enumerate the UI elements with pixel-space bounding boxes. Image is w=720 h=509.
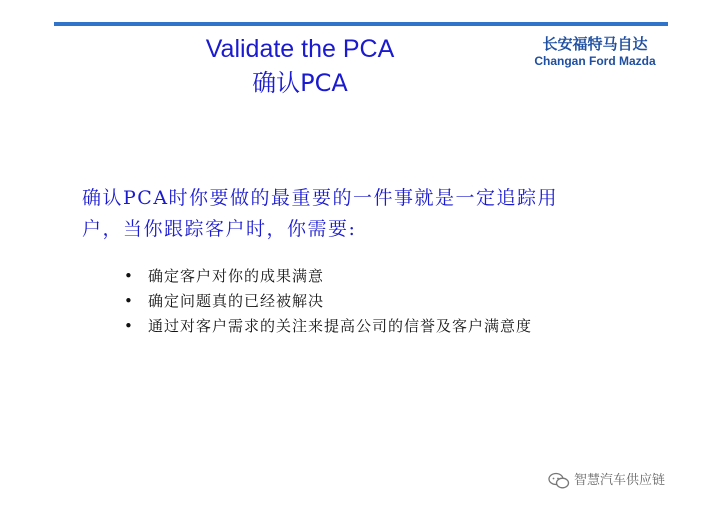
bullet-marker: • — [124, 267, 134, 285]
brand-name-chinese: 长安福特马自达 — [542, 35, 648, 53]
chat-bubbles-icon — [548, 472, 570, 490]
bullet-item — [124, 314, 664, 339]
slide-title-chinese: 确认PCA — [252, 69, 348, 97]
watermark-label: 智慧汽车供应链 — [574, 473, 666, 488]
bullet-item — [124, 289, 664, 314]
brand-name-english: Changan Ford Mazda — [534, 54, 656, 68]
slide-title-english: Validate the PCA — [205, 35, 395, 63]
intro-line-1: 确认PCA时你要做的最重要的一件事就是一定追踪用 — [82, 187, 559, 209]
bullet-item — [124, 264, 664, 289]
bullet-text: 通过对客户需求的关注来提高公司的信誉及客户满意度 — [148, 317, 533, 335]
intro-paragraph — [82, 183, 642, 245]
watermark — [548, 470, 718, 492]
bullet-text: 确定问题真的已经被解决 — [148, 292, 325, 310]
bullet-marker: • — [124, 292, 134, 310]
intro-line-2: 户，当你跟踪客户时，你需要: — [82, 218, 357, 240]
bullet-marker: • — [124, 317, 134, 335]
bullet-list — [124, 264, 664, 339]
bullet-text: 确定客户对你的成果满意 — [148, 267, 325, 285]
header-rule — [54, 22, 668, 26]
